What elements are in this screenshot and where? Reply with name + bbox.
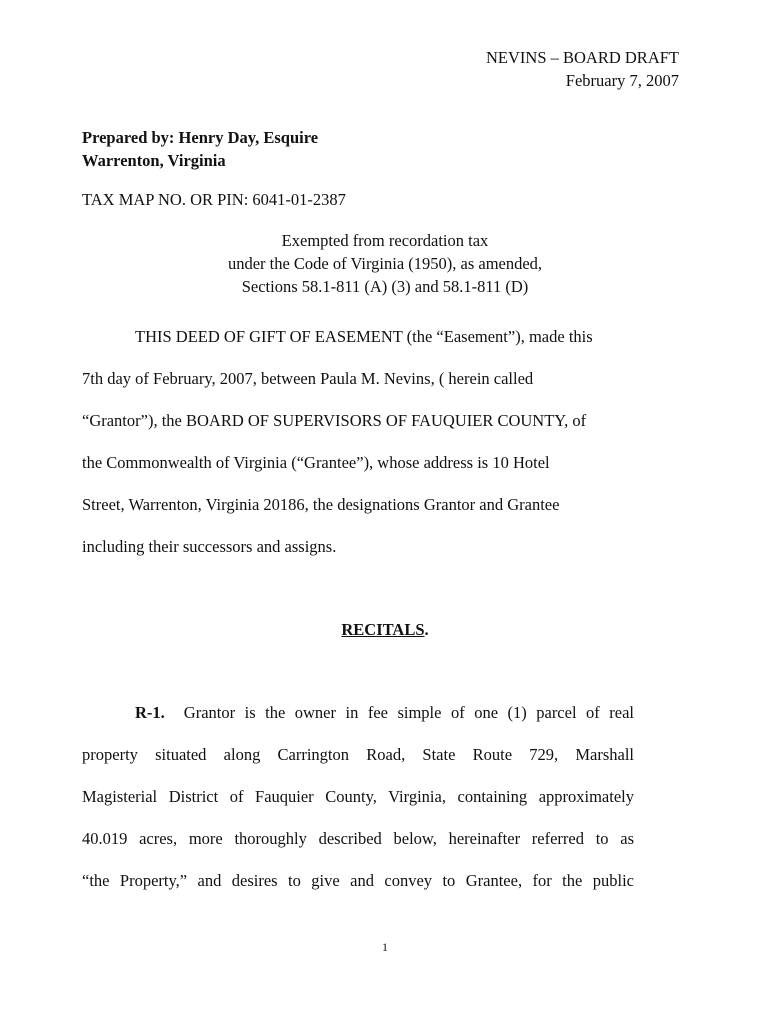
tax-map-number: TAX MAP NO. OR PIN: 6041-01-2387: [82, 190, 346, 209]
recital-line: property situated along Carrington Road, State Route 729, Marshall: [82, 745, 634, 764]
recital-line: “the Property,” and desires to give and convey to Grantee, for the public: [82, 871, 634, 890]
recital-r1-first-line: [135, 703, 634, 723]
draft-label: NEVINS – BOARD DRAFT: [486, 48, 679, 67]
draft-date: February 7, 2007: [565, 71, 679, 90]
exemption-block: [82, 229, 688, 298]
recital-label: R-1.: [135, 703, 165, 722]
intro-line: the Commonwealth of Virginia (“Grantee”), whose address is 10 Hotel: [82, 453, 550, 472]
intro-line: 7th day of February, 2007, between Paula M. Nevins, ( herein called: [82, 369, 534, 388]
intro-line: “Grantor”), the BOARD OF SUPERVISORS OF FAUQUIER COUNTY, of: [82, 411, 587, 430]
intro-line: Street, Warrenton, Virginia 20186, the designations Grantor and Grantee: [82, 495, 560, 514]
page-number: 1: [382, 940, 388, 954]
preparer-block: [82, 126, 318, 172]
recital-r1-text: Grantor is the owner in fee simple of one (1) parcel of real: [183, 703, 635, 722]
exemption-line-1: Exempted from recordation tax: [281, 231, 489, 250]
intro-paragraph: [82, 327, 634, 567]
exemption-line-2: under the Code of Virginia (1950), as amended,: [227, 254, 543, 273]
recitals-heading: [0, 620, 770, 640]
exemption-line-3: Sections 58.1-811 (A) (3) and 58.1-811 (D): [241, 277, 529, 296]
recitals-heading-period: .: [424, 620, 429, 639]
recital-r1-paragraph: [82, 703, 634, 903]
preparer-location: Warrenton, Virginia: [82, 151, 226, 170]
intro-line: THIS DEED OF GIFT OF EASEMENT (the “Easement”), made this: [135, 327, 593, 346]
recital-line: 40.019 acres, more thoroughly described below, hereinafter referred to as: [82, 829, 634, 848]
draft-header: [486, 46, 679, 92]
recital-line: Magisterial District of Fauquier County, Virginia, containing approximately: [82, 787, 634, 806]
intro-line: including their successors and assigns.: [82, 537, 337, 556]
preparer-name: Prepared by: Henry Day, Esquire: [82, 128, 319, 147]
recitals-heading-text: RECITALS: [341, 620, 425, 639]
